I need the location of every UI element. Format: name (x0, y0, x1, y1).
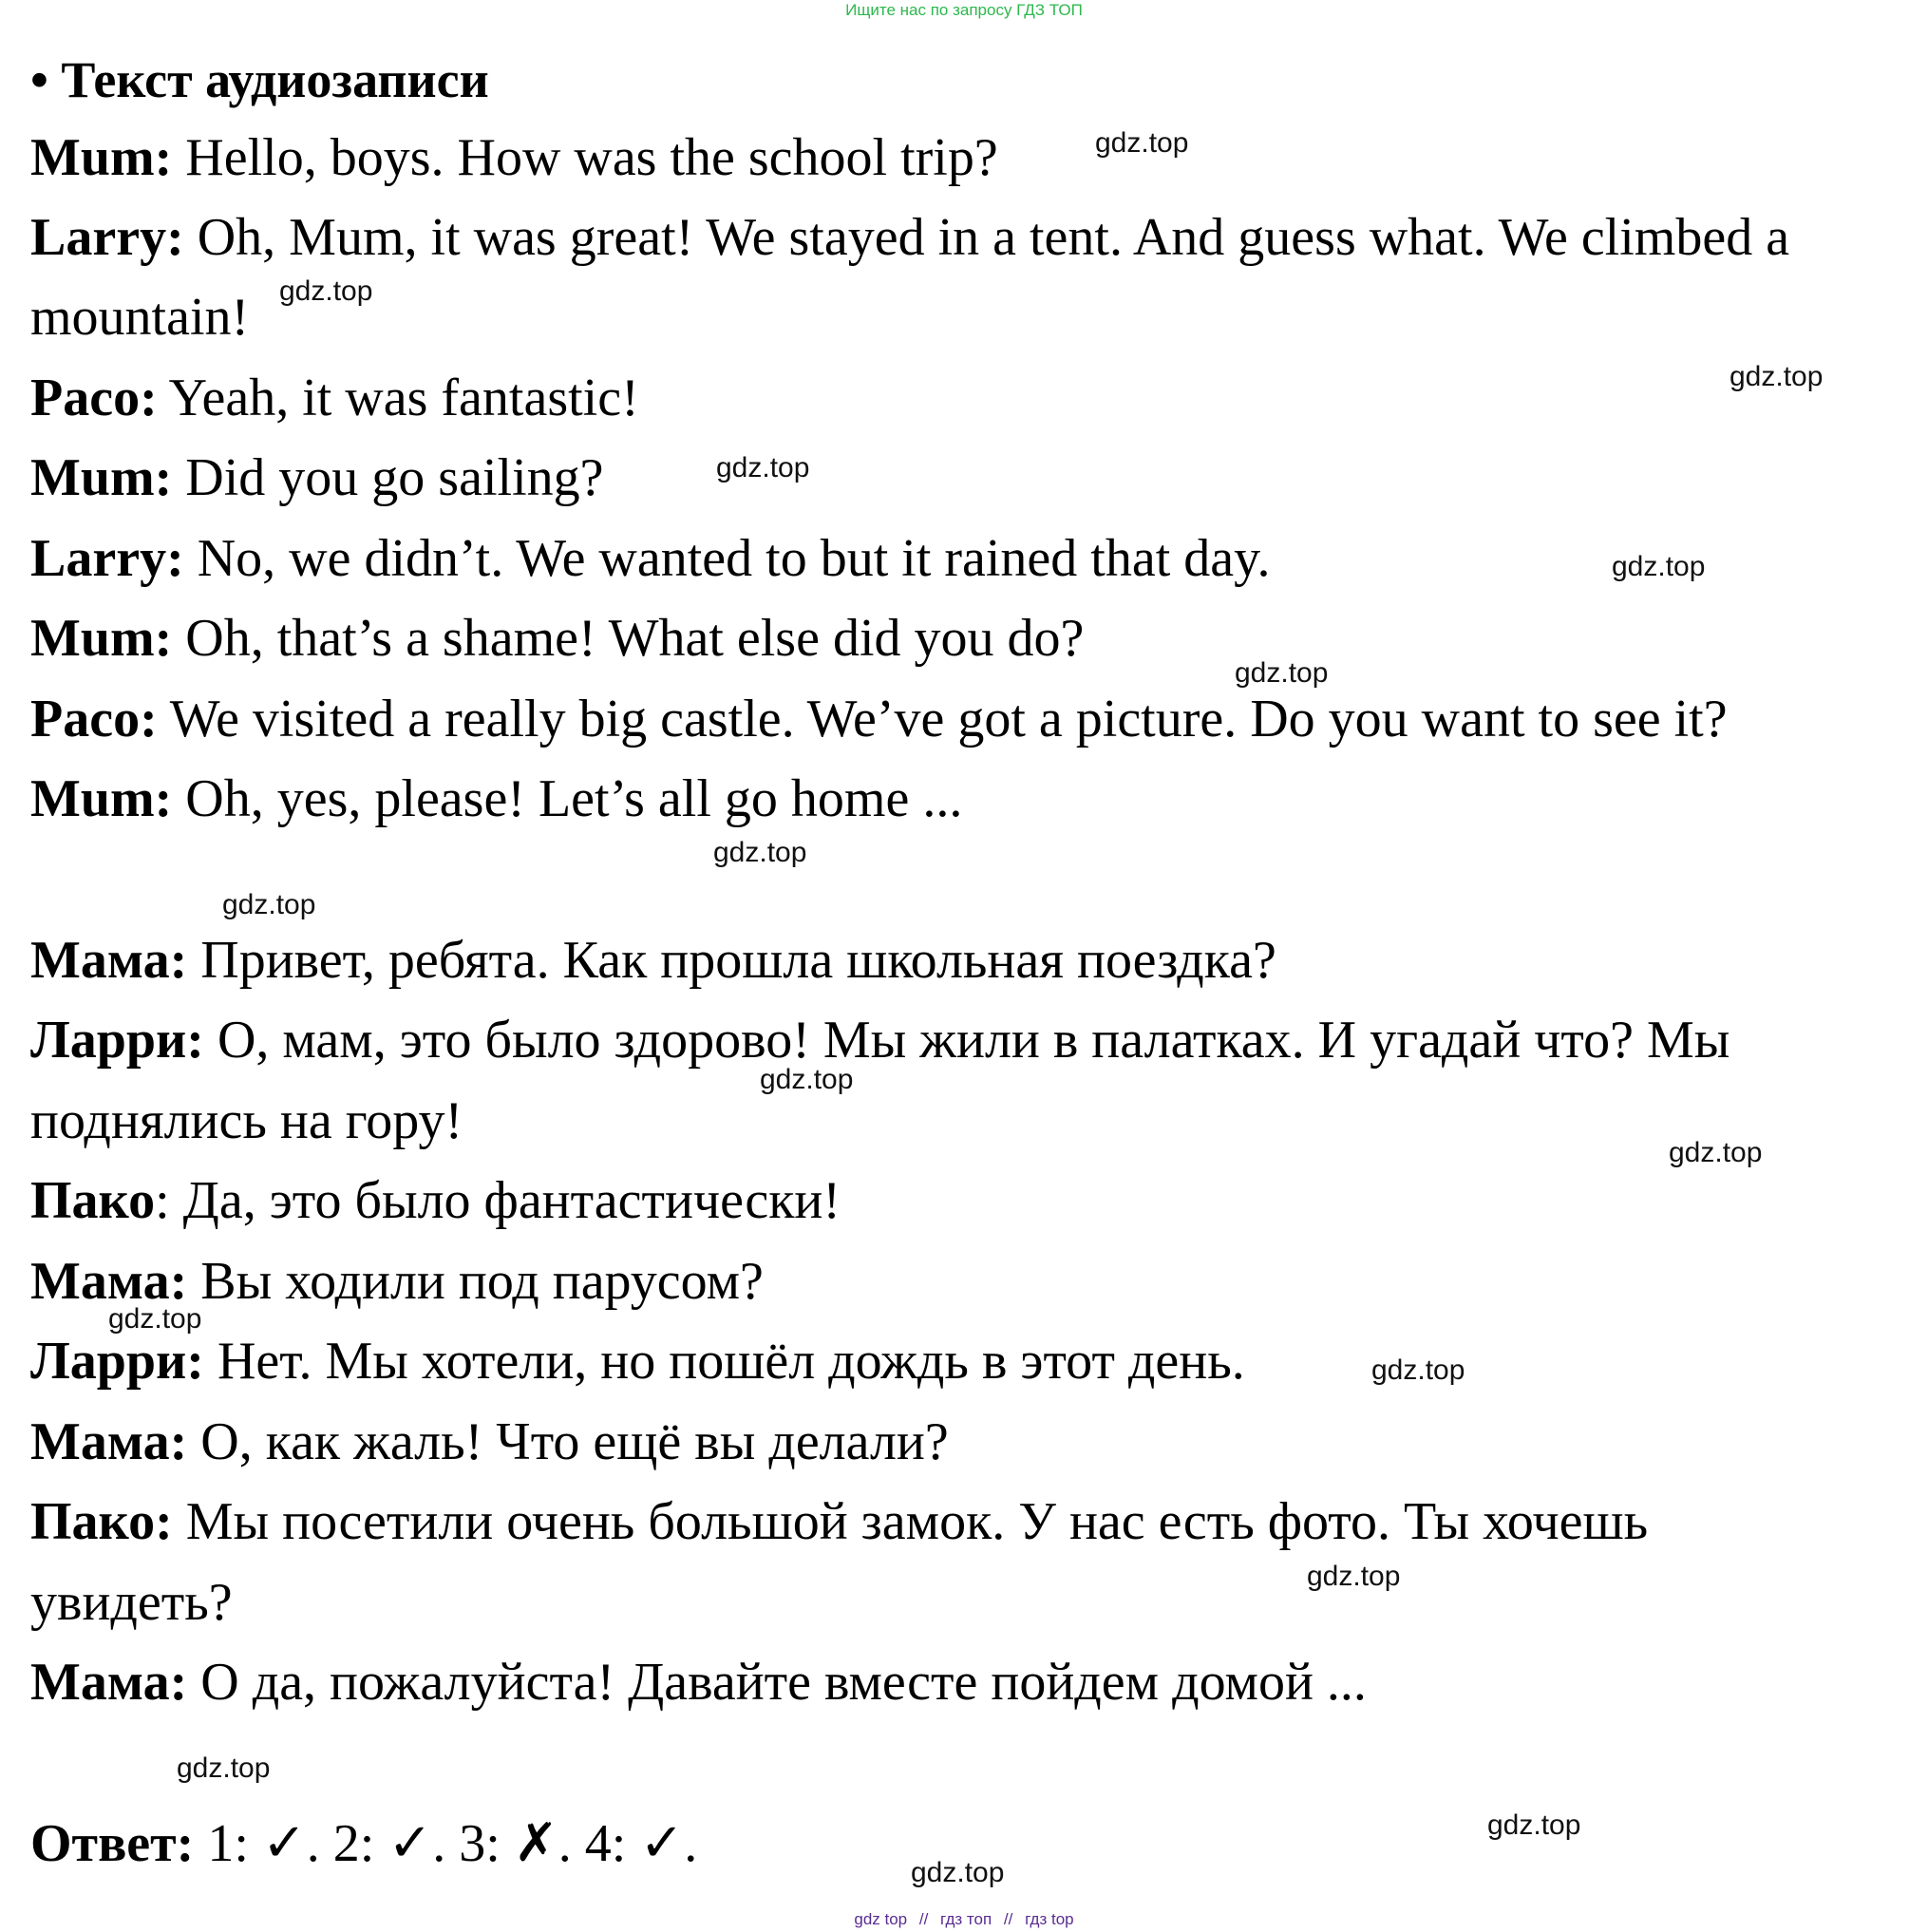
speaker-label: Мама: (30, 1412, 188, 1471)
speaker-label: Ларри: (30, 1011, 204, 1070)
watermark: gdz.top (177, 1752, 271, 1784)
answer-line (30, 1814, 697, 1873)
line-text: О, как жаль! Что ещё вы делали? (187, 1412, 949, 1471)
dialogue-line (30, 128, 998, 187)
line-text: увидеть? (30, 1573, 233, 1632)
line-text: Yeah, it was fantastic! (157, 369, 639, 427)
dialogue-line (30, 1171, 841, 1230)
line-text: : Да, это было фантастически! (155, 1171, 841, 1230)
line-text: Hello, boys. How was the school trip? (172, 128, 998, 187)
line-text: Привет, ребята. Как прошла школьная поездка? (187, 931, 1276, 990)
watermark: gdz.top (1307, 1561, 1401, 1592)
line-text: Oh, Mum, it was great! We stayed in a tent. And guess what. We climbed a (183, 208, 1790, 267)
dialogue-line (30, 1332, 1245, 1391)
watermark: gdz.top (279, 275, 373, 307)
speaker-label: Мама: (30, 931, 188, 990)
dialogue-line (30, 1412, 949, 1471)
speaker-label: Пако: (30, 1492, 173, 1551)
dialogue-line (30, 1492, 1648, 1551)
footer-separator: // (918, 1910, 929, 1928)
dialogue-line (30, 1091, 463, 1150)
answer-label: Ответ: (30, 1814, 195, 1873)
line-text: No, we didn’t. We wanted to but it rained that day. (183, 529, 1271, 588)
line-text: We visited a really big castle. We’ve got a picture. Do you want to see it? (157, 690, 1728, 748)
watermark: gdz.top (1095, 127, 1189, 159)
dialogue-line (30, 448, 603, 507)
speaker-label: Larry: (30, 208, 184, 267)
speaker-label: Mum: (30, 128, 173, 187)
speaker-label: Paco: (30, 690, 158, 748)
speaker-label: Larry: (30, 529, 184, 588)
speaker-label: Paco: (30, 369, 158, 427)
dialogue-line (30, 369, 639, 427)
watermark: gdz.top (1487, 1809, 1581, 1841)
watermark: gdz.top (1730, 361, 1824, 392)
dialogue-line (30, 288, 249, 347)
dialogue-line (30, 769, 962, 828)
answer-text: 1: ✓. 2: ✓. 3: ✗. 4: ✓. (194, 1814, 698, 1873)
speaker-label: Мама: (30, 1252, 188, 1311)
line-text: Oh, yes, please! Let’s all go home ... (172, 769, 963, 828)
dialogue-line (30, 1252, 764, 1311)
top-note: Ищите нас по запросу ГДЗ ТОП (845, 1, 1083, 19)
line-text: Did you go sailing? (172, 448, 604, 507)
line-text: поднялись на гору! (30, 1091, 463, 1150)
dialogue-line (30, 1573, 233, 1632)
page-heading: • Текст аудиозаписи (30, 51, 489, 108)
dialogue-line (30, 208, 1789, 267)
line-text: О да, пожалуйста! Давайте вместе пойдем домой ... (187, 1653, 1367, 1712)
footer-separator: // (1003, 1910, 1013, 1928)
watermark: gdz.top (1371, 1354, 1465, 1386)
footer-item: гдз топ (940, 1910, 992, 1928)
footer-item: гдз top (1025, 1910, 1074, 1928)
watermark: gdz.top (1612, 551, 1706, 582)
dialogue-line (30, 1011, 1730, 1070)
watermark: gdz.top (108, 1303, 202, 1335)
footer-item: gdz top (854, 1910, 908, 1928)
speaker-label: Мама: (30, 1653, 188, 1712)
dialogue-line (30, 931, 1276, 990)
line-text: mountain! (30, 288, 250, 347)
watermark: gdz.top (1235, 657, 1329, 689)
watermark: gdz.top (713, 837, 807, 868)
speaker-label: Mum: (30, 769, 173, 828)
watermark: gdz.top (760, 1064, 854, 1095)
speaker-label: Пако (30, 1171, 156, 1230)
watermark: gdz.top (716, 452, 810, 483)
line-text: Мы посетили очень большой замок. У нас есть фото. Ты хочешь (172, 1492, 1649, 1551)
line-text: Нет. Мы хотели, но пошёл дождь в этот день. (203, 1332, 1245, 1391)
speaker-label: Mum: (30, 609, 173, 668)
watermark: gdz.top (222, 889, 316, 920)
speaker-label: Mum: (30, 448, 173, 507)
footer (0, 1909, 1928, 1930)
dialogue-line (30, 690, 1728, 748)
line-text: Oh, that’s a shame! What else did you do? (172, 609, 1085, 668)
speaker-label: Ларри: (30, 1332, 204, 1391)
watermark: gdz.top (1669, 1137, 1763, 1168)
watermark: gdz.top (911, 1857, 1005, 1888)
dialogue-line (30, 609, 1084, 668)
dialogue-line (30, 1653, 1367, 1712)
line-text: О, мам, это было здорово! Мы жили в палатках. И угадай что? Мы (203, 1011, 1730, 1070)
dialogue-line (30, 529, 1270, 588)
line-text: Вы ходили под парусом? (187, 1252, 764, 1311)
